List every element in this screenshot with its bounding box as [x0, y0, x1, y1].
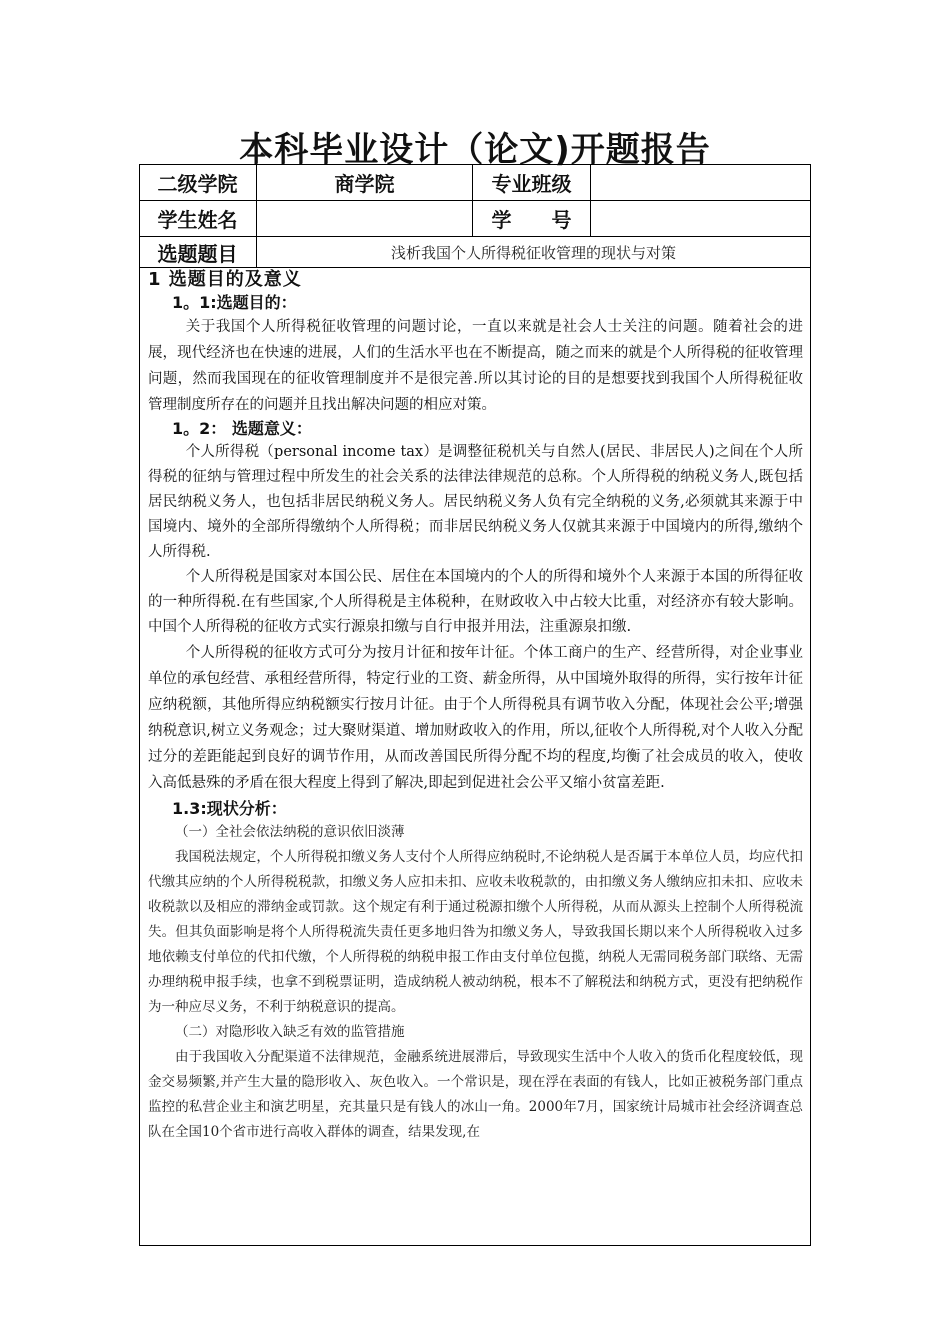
item-title: （一）全社会依法纳税的意识依旧淡薄	[175, 824, 405, 840]
paragraph: 由于我国收入分配渠道不法律规范，金融系统进展滞后，导致现实生活中个人收入的货币化程度较低，现金交易频繁,并产生大量的隐形收入、灰色收入。一个常识是，现在浮在表面的有钱人，比如正被税务部门重点监控的私营企业主和演艺明星，充其量只是有钱人的冰山一角。2000年7月，国家统计局城市社会经济调查总队在全国10个省市进行高收入群体的调查，结果发现,在	[148, 1049, 803, 1140]
subsection-heading: 1。2： 选题意义：	[172, 419, 312, 438]
item-title: （二）对隐形收入缺乏有效的监管措施	[175, 1024, 405, 1040]
college-value: 商学院	[334, 172, 395, 196]
major-label: 专业班级	[491, 172, 572, 196]
paragraph: 个人所得税是国家对本国公民、居住在本国境内的个人的所得和境外个人来源于本国的所得征收的一种所得税.在有些国家,个人所得税是主体税种，在财政收入中占较大比重，对经济亦有较大影响。中国个人所得税的征收方式实行源泉扣缴与自行申报并用法，注重源泉扣缴.	[148, 569, 803, 635]
subsection-heading: 1。1:选题目的：	[172, 293, 297, 312]
college-label: 二级学院	[157, 172, 238, 196]
paragraph: 个人所得税（personal income tax）是调整征税机关与自然人(居民、非居民人)之间在个人所得税的征纳与管理过程中所发生的社会关系的法律法律规范的总称。个人所得税的纳税义务人,既包括居民纳税义务人，也包括非居民纳税义务人。居民纳税义务人负有完全纳税的义务,必须就其来源于中国境内、境外的全部所得缴纳个人所得税；而非居民纳税义务人仅就其来源于中国境内的所得,缴纳个人所得税.	[148, 444, 803, 560]
paragraph: 关于我国个人所得税征收管理的问题讨论，一直以来就是社会人士关注的问题。随着社会的进展，现代经济也在快速的进展，人们的生活水平也在不断提高，随之而来的就是个人所得税的征收管理问题，然而我国现在的征收管理制度并不是很完善.所以其讨论的目的是想要找到我国个人所得税征收管理制度所存在的问题并且找出解决问题的相应对策。	[148, 319, 803, 413]
topic-value: 浅析我国个人所得税征收管理的现状与对策	[390, 243, 676, 262]
student-name-label: 学生姓名	[157, 208, 238, 232]
major-value	[591, 165, 810, 200]
student-id-value	[591, 201, 810, 236]
student-name-value	[257, 201, 472, 236]
paragraph: 我国税法规定，个人所得税扣缴义务人支付个人所得应纳税时,不论纳税人是否属于本单位人员，均应代扣代缴其应纳的个人所得税税款，扣缴义务人应扣未扣、应收未收税款的，由扣缴义务人缴纳应扣未扣、应收未收税款以及相应的滞纳金或罚款。这个规定有利于通过税源扣缴个人所得税，从而从源头上控制个人所得税流失。但其负面影响是将个人所得税流失责任更多地归咎为扣缴义务人，导致我国长期以来个人所得税收入过多地依赖支付单位的代扣代缴，个人所得税的纳税申报工作由支付单位包揽，纳税人无需同税务部门联络、无需办理纳税申报手续，也拿不到税票证明，造成纳税人被动纳税，根本不了解税法和纳税方式，更没有把纳税作为一种应尽义务，不利于纳税意识的提高。	[148, 849, 803, 1015]
report-body	[148, 268, 803, 1145]
page-title: 本科毕业设计（论文)开题报告	[239, 130, 711, 170]
topic-label: 选题题目	[157, 241, 238, 266]
student-id-label: 学 号	[491, 208, 572, 232]
subsection-heading: 1.3:现状分析：	[172, 799, 287, 818]
section-heading: 1 选题目的及意义	[148, 269, 302, 290]
paragraph: 个人所得税的征收方式可分为按月计征和按年计征。个体工商户的生产、经营所得，对企业事业单位的承包经营、承租经营所得，特定行业的工资、薪金所得，从中国境外取得的所得，实行按年计征应纳税额，其他所得应纳税额实行按月计征。由于个人所得税具有调节收入分配，体现社会公平;增强纳税意识,树立义务观念；过大聚财渠道、增加财政收入的作用，所以,征收个人所得税,对个人收入分配过分的差距能起到良好的调节作用，从而改善国民所得分配不均的程度,均衡了社会成员的收入，使收入高低悬殊的矛盾在很大程度上得到了解决,即起到促进社会公平又缩小贫富差距.	[148, 645, 803, 791]
